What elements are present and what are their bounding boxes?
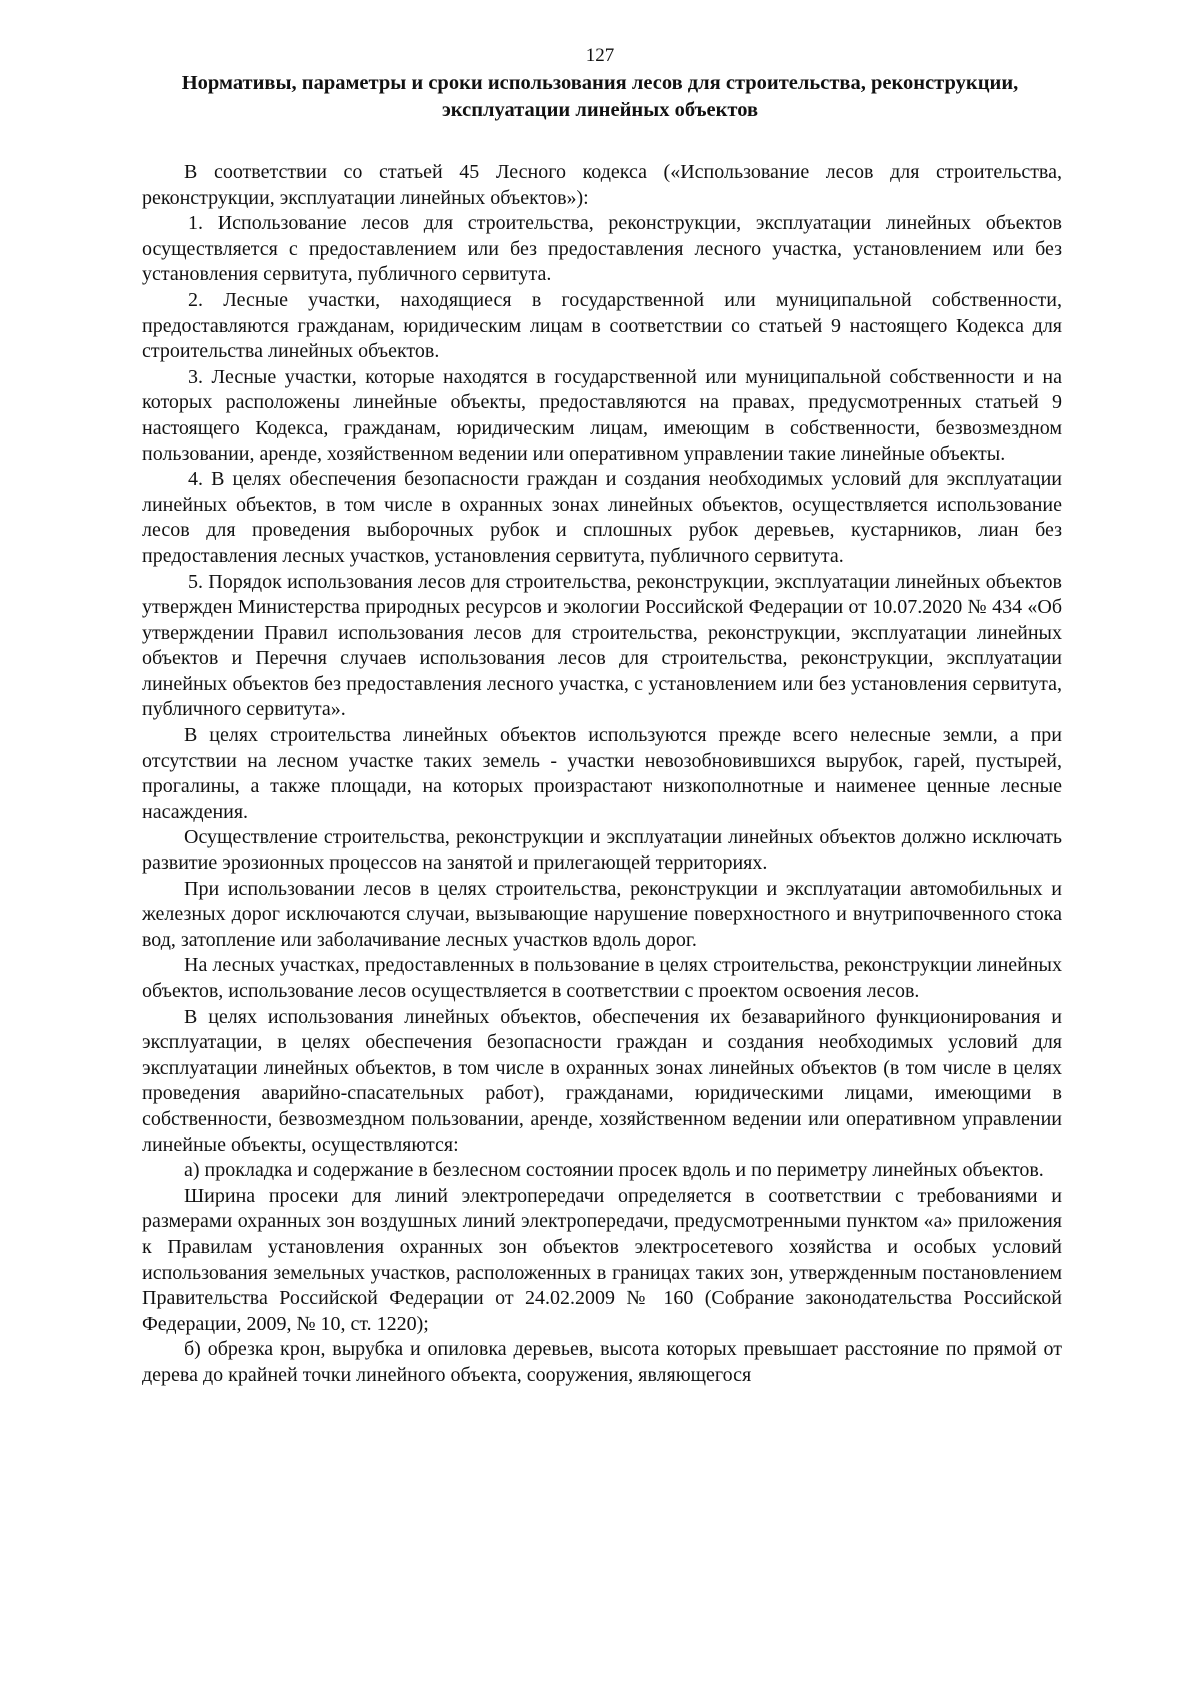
document-title: Нормативы, параметры и сроки использования лесов для строительства, реконструкции, эксплуатации линейных объектов: [181, 72, 1019, 121]
paragraph-erosion: Осуществление строительства, реконструкции и эксплуатации линейных объектов должно исключать развитие эрозионных процессов на занятой и прилегающей территориях.: [142, 826, 1062, 875]
paragraph-item-a: а) прокладка и содержание в безлесном состоянии просек вдоль и по периметру линейных объектов.: [184, 1159, 1044, 1182]
paragraph-item-2: 2. Лесные участки, находящиеся в государственной или муниципальной собственности, предоставляются гражданам, юридическим лицам в соответствии со статьей 9 настоящего Кодекса для строительства линейных объектов.: [142, 288, 1062, 363]
paragraph-clearing-width: Ширина просеки для линий электропередачи определяется в соответствии с требованиями и размерами охранных зон воздушных линий электропередачи, предусмотренными пунктом «а» приложения к Правилам установления охранных зон объектов электросетевого хозяйства и особых условий использования земельных участков, расположенных в границах таких зон, утвержденным постановлением Правительства Российской Федерации от 24.02.2009 № 160 (Собрание законодательства Российской Федерации, 2009, № 10, ст. 1220);: [142, 1184, 1062, 1335]
paragraph-roads: При использовании лесов в целях строительства, реконструкции и эксплуатации автомобильных и железных дорог исключаются случаи, вызывающие нарушение поверхностного и внутрипочвенного стока вод, затопление или заболачивание лесных участков вдоль дорог.: [142, 877, 1062, 951]
document-body: [142, 160, 1062, 1389]
paragraph-nonforest-lands: В целях строительства линейных объектов используются прежде всего нелесные земли, а при отсутствии на лесном участке таких земель - участки невозобновившихся вырубок, гарей, пустырей, прогалины, а также площади, на которых произрастают низкополнотные и наименее ценные лесные насаждения.: [142, 724, 1062, 823]
paragraph-item-b: б) обрезка крон, вырубка и опиловка деревьев, высота которых превышает расстояние по прямой от дерева до крайней точки линейного объекта, сооружения, являющегося: [142, 1338, 1062, 1386]
paragraph-development-project: На лесных участках, предоставленных в пользование в целях строительства, реконструкции линейных объектов, использование лесов осуществляется в соответствии с проектом освоения лесов.: [142, 954, 1062, 1002]
paragraph-item-5: 5. Порядок использования лесов для строительства, реконструкции, эксплуатации линейных объектов утвержден Министерства природных ресурсов и экологии Российской Федерации от 10.07.2020 № 434 «Об утверждении Правил использования лесов для строительства, реконструкции, эксплуатации линейных объектов и Перечня случаев использования лесов для строительства, реконструкции, эксплуатации линейных объектов без предоставления лесного участка, с установлением или без установления сервитута, публичного сервитута».: [142, 570, 1062, 721]
paragraph-intro: В соответствии со статьей 45 Лесного кодекса («Использование лесов для строительства, реконструкции, эксплуатации линейных объектов»):: [142, 161, 1062, 209]
paragraph-item-3: 3. Лесные участки, которые находятся в государственной или муниципальной собственности и на которых расположены линейные объекты, предоставляются на правах, предусмотренных статьей 9 настоящего Кодекса, гражданам, юридическим лицам, имеющим в собственности, безвозмездном пользовании, аренде, хозяйственном ведении или оперативном управлении такие линейные объекты.: [142, 365, 1062, 465]
paragraph-item-4: 4. В целях обеспечения безопасности граждан и создания необходимых условий для эксплуатации линейных объектов, в том числе в охранных зонах линейных объектов, осуществляется использование лесов для проведения выборочных рубок и сплошных рубок деревьев, кустарников, лиан без предоставления лесных участков, установления сервитута, публичного сервитута.: [142, 468, 1062, 567]
paragraph-usage-purposes: В целях использования линейных объектов, обеспечения их безаварийного функционирования и эксплуатации, в целях обеспечения безопасности граждан и создания необходимых условий для эксплуатации линейных объектов, в том числе в охранных зонах линейных объектов (в том числе в целях проведения аварийно-спасательных работ), гражданами, юридическими лицами, имеющими в собственности, безвозмездном пользовании, аренде, хозяйственном ведении или оперативном управлении линейные объекты, осуществляются:: [142, 1005, 1062, 1156]
paragraph-item-1: 1. Использование лесов для строительства, реконструкции, эксплуатации линейных объектов осуществляется с предоставлением или без предоставления лесного участка, установлением или без установления сервитута, публичного сервитута.: [142, 212, 1062, 286]
page-number: 127: [585, 45, 615, 66]
